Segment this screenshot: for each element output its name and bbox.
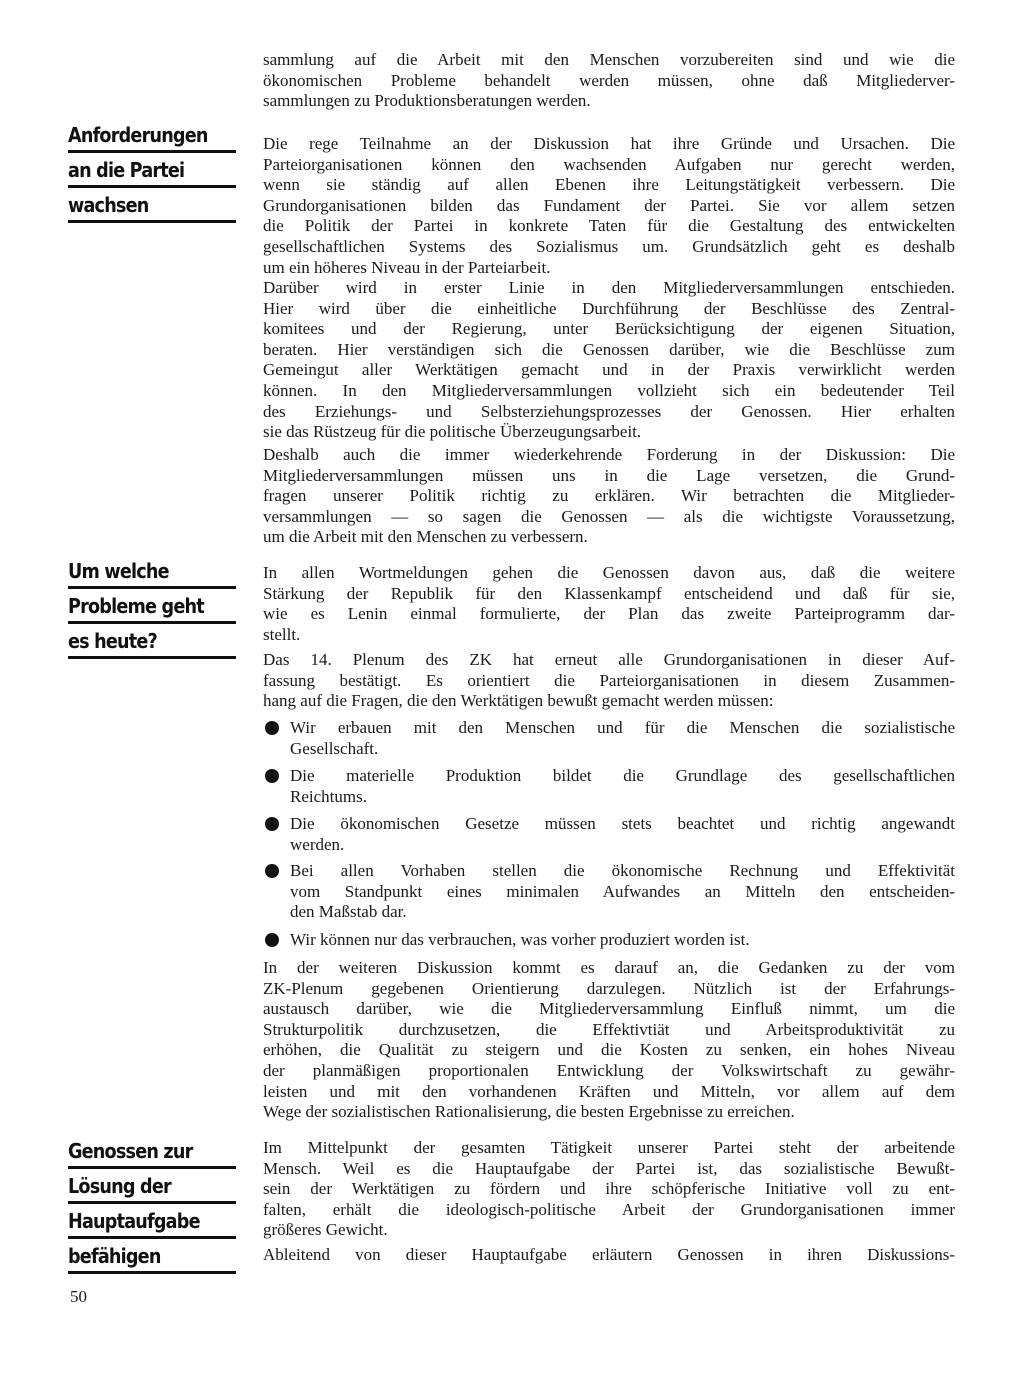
text-line: ökonomischen Probleme behandelt werden müssen, ohne daß Mitgliederver- [263, 70, 955, 90]
text-line: In der weiteren Diskussion kommt es darauf an, die Gedanken zu der vom [263, 958, 955, 977]
text-line: sein der Werktätigen zu fördern und ihre schöpferische Initiative voll zu ent- [263, 1179, 955, 1199]
text-line: wenn sie ständig auf allen Ebenen ihre Leitungstätigkeit verbessern. Die [263, 175, 955, 195]
text-line: gesellschaftlichen Systems des Sozialismus um. Grundsätzlich geht es deshalb [263, 236, 955, 256]
text-line: versammlungen — so sagen die Genossen — als die wichtigste Voraussetzung, [263, 506, 955, 526]
text-line: Strukturpolitik durchzusetzen, die Effektivtiät und Arbeitsproduktivität zu [263, 1019, 955, 1039]
body-paragraph [263, 134, 955, 278]
text-line: Ableitend von dieser Hauptaufgabe erläutern Genossen in ihren Diskussions- [263, 1245, 955, 1264]
heading-underline [68, 1271, 236, 1274]
heading-line: Um welche [68, 559, 169, 583]
heading-line: Hauptaufgabe [68, 1209, 200, 1233]
body-paragraph [263, 278, 955, 443]
heading-underline [68, 1236, 236, 1239]
text-line: sammlungen zu Produktionsberatungen werden. [263, 91, 591, 111]
bullet-dot-icon [265, 769, 279, 783]
text-line: Parteiorganisationen können den wachsenden Aufgaben nur gerecht werden, [263, 154, 955, 174]
text-line: Gemeingut aller Werktätigen gemacht und in der Praxis verwirklicht werden [263, 360, 955, 380]
text-line: Wir können nur das verbrauchen, was vorher produziert worden ist. [290, 930, 750, 949]
text-line: ZK-Plenum gegebenen Orientierung darzulegen. Nützlich ist der Erfahrungs- [263, 978, 955, 998]
heading-underline [68, 1201, 236, 1204]
heading-line: Genossen zur [68, 1139, 193, 1163]
heading-line: Lösung der [68, 1174, 171, 1198]
text-line: austausch darüber, wie die Mitgliederversammlung Einfluß nimmt, um die [263, 999, 955, 1019]
text-line: werden. [290, 834, 345, 854]
text-line: Das 14. Plenum des ZK hat erneut alle Grundorganisationen in dieser Auf- [263, 650, 955, 669]
text-line: des Erziehungs- und Selbsterziehungsprozesses der Genossen. Hier erhalten [263, 401, 955, 421]
text-line: um die Arbeit mit den Menschen zu verbessern. [263, 527, 588, 547]
bullet-dot-icon [265, 864, 279, 878]
heading-line: Probleme geht [68, 594, 204, 618]
bullet-dot-icon [265, 817, 279, 831]
body-paragraph [263, 445, 955, 548]
body-paragraph [263, 563, 955, 645]
bullet-item [263, 766, 955, 807]
text-line: Darüber wird in erster Linie in den Mitgliederversammlungen entschieden. [263, 278, 955, 297]
bullet-dot-icon [265, 721, 279, 735]
text-line: Gesellschaft. [290, 738, 379, 758]
text-line: Die ökonomischen Gesetze müssen stets beachtet und richtig angewandt [290, 814, 955, 833]
text-line: beraten. Hier verständigen sich die Genossen darüber, wie die Beschlüsse zum [263, 339, 955, 359]
heading-underline [68, 1166, 236, 1169]
heading-underline [68, 220, 236, 223]
heading-underline [68, 621, 236, 624]
bullet-item [263, 814, 955, 855]
text-line: sammlung auf die Arbeit mit den Menschen vorzubereiten sind und wie die [263, 50, 955, 69]
body-paragraph [263, 1245, 955, 1266]
text-line: stellt. [263, 624, 301, 644]
text-line: Hier wird über die einheitliche Durchführung der Beschlüsse des Zentral- [263, 298, 955, 318]
text-line: der planmäßigen proportionalen Entwicklung der Volkswirtschaft zu gewähr- [263, 1060, 955, 1080]
sidebar-heading-main-task [68, 1140, 236, 1280]
heading-underline [68, 656, 236, 659]
text-line: erhöhen, die Qualität zu steigern und die Kosten zu senken, ein hohes Niveau [263, 1040, 955, 1060]
text-line: falten, erhält die ideologisch-politische Arbeit der Grundorganisationen immer [263, 1199, 955, 1219]
bullet-item [263, 930, 955, 951]
text-line: Grundorganisationen bilden das Fundament der Partei. Sie vor allem setzen [263, 195, 955, 215]
text-line: Stärkung der Republik für den Klassenkampf entscheidend und daß für sie, [263, 583, 955, 603]
heading-line: an die Partei [68, 158, 185, 182]
text-line: die Politik der Partei in konkrete Taten für die Gestaltung des entwickelten [263, 216, 955, 236]
body-paragraph [263, 958, 955, 1123]
text-line: wie es Lenin einmal formulierte, der Plan das zweite Parteiprogramm dar- [263, 604, 955, 624]
heading-underline [68, 586, 236, 589]
heading-underline [68, 150, 236, 153]
heading-line: wachsen [68, 193, 149, 217]
body-paragraph [263, 50, 955, 112]
text-line: Mitgliederversammlungen müssen uns in die Lage versetzen, die Grund- [263, 465, 955, 485]
text-line: leisten und mit den vorhandenen Kräften und Mitteln, vor allem auf dem [263, 1081, 955, 1101]
text-line: Deshalb auch die immer wiederkehrende Forderung in der Diskussion: Die [263, 445, 955, 464]
text-line: den Maßstab dar. [290, 902, 407, 922]
text-line: hang auf die Fragen, die den Werktätigen bewußt gemacht werden müssen: [263, 691, 774, 711]
text-line: Die rege Teilnahme an der Diskussion hat ihre Gründe und Ursachen. Die [263, 134, 955, 153]
body-paragraph [263, 1138, 955, 1241]
text-line: Mensch. Weil es die Hauptaufgabe der Partei ist, das sozialistische Bewußt- [263, 1158, 955, 1178]
heading-line: es heute? [68, 629, 157, 653]
text-line: sie das Rüstzeug für die politische Überzeugungsarbeit. [263, 422, 642, 442]
sidebar-heading-problems [68, 560, 236, 665]
heading-line: befähigen [68, 1244, 161, 1268]
page-number: 50 [70, 1287, 87, 1306]
text-line: Reichtums. [290, 786, 367, 806]
bullet-item [263, 718, 955, 759]
text-line: Die materielle Produktion bildet die Grundlage des gesellschaftlichen [290, 766, 955, 785]
text-line: Wir erbauen mit den Menschen und für die Menschen die sozialistische [290, 718, 955, 737]
sidebar-heading-requirements [68, 124, 236, 229]
text-line: Bei allen Vorhaben stellen die ökonomische Rechnung und Effektivität [290, 861, 955, 880]
text-line: können. In den Mitgliederversammlungen vollzieht sich ein bedeutender Teil [263, 380, 955, 400]
text-line: fassung bestätigt. Es orientiert die Parteiorganisationen in diesem Zusammen- [263, 670, 955, 690]
text-line: In allen Wortmeldungen gehen die Genossen davon aus, daß die weitere [263, 563, 955, 582]
text-line: komitees und der Regierung, unter Berücksichtigung der eigenen Situation, [263, 319, 955, 339]
bullet-item [263, 861, 955, 923]
text-line: größeres Gewicht. [263, 1220, 388, 1240]
text-line: um ein höheres Niveau in der Parteiarbeit. [263, 257, 551, 277]
text-line: Wege der sozialistischen Rationalisierung, die besten Ergebnisse zu erreichen. [263, 1102, 795, 1122]
text-line: Im Mittelpunkt der gesamten Tätigkeit unserer Partei steht der arbeitende [263, 1138, 955, 1157]
bullet-dot-icon [265, 933, 279, 947]
text-line: fragen unserer Politik richtig zu erklären. Wir betrachten die Mitglieder- [263, 486, 955, 506]
body-paragraph [263, 650, 955, 712]
text-line: vom Standpunkt eines minimalen Aufwandes an Mitteln den entscheiden- [290, 881, 955, 901]
heading-line: Anforderungen [68, 123, 208, 147]
heading-underline [68, 185, 236, 188]
